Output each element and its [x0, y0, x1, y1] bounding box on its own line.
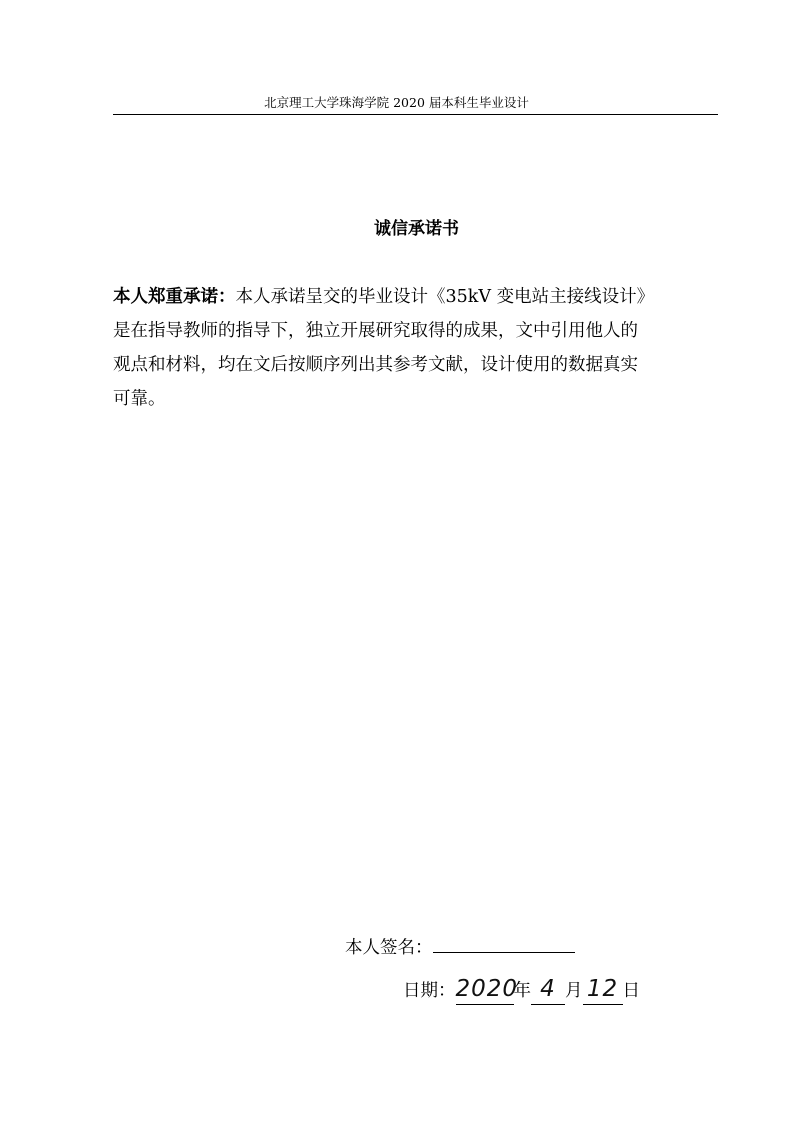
- date-day-field[interactable]: 12: [583, 976, 623, 1005]
- signature-label: 本人签名：: [345, 938, 433, 958]
- statement-lead: 本人郑重承诺：: [113, 287, 236, 307]
- signature-row: [345, 930, 575, 960]
- statement-line-4: 可靠。: [113, 389, 166, 409]
- date-row: [403, 975, 640, 1007]
- statement-line-2: 是在指导教师的指导下，独立开展研究取得的成果，文中引用他人的: [113, 321, 638, 341]
- date-month-unit: 月: [565, 981, 583, 1001]
- document-title: 诚信承诺书: [374, 219, 459, 239]
- header-rule: [113, 114, 718, 115]
- statement-line-3: 观点和材料，均在文后按顺序列出其参考文献，设计使用的数据真实: [113, 355, 638, 375]
- date-day-unit: 日: [622, 981, 640, 1001]
- statement-line-1-text: 本人承诺呈交的毕业设计《35kV 变电站主接线设计》: [235, 287, 655, 307]
- signature-field[interactable]: [433, 930, 575, 953]
- date-year-field[interactable]: 2020: [456, 976, 514, 1005]
- date-label: 日期：: [403, 981, 456, 1001]
- statement-line-1: [113, 280, 718, 314]
- pledge-statement: [113, 280, 718, 416]
- date-month-field[interactable]: 4: [531, 976, 565, 1005]
- page-header: 北京理工大学珠海学院 2020 届本科生毕业设计: [264, 95, 529, 110]
- date-year-unit: 年: [513, 981, 531, 1001]
